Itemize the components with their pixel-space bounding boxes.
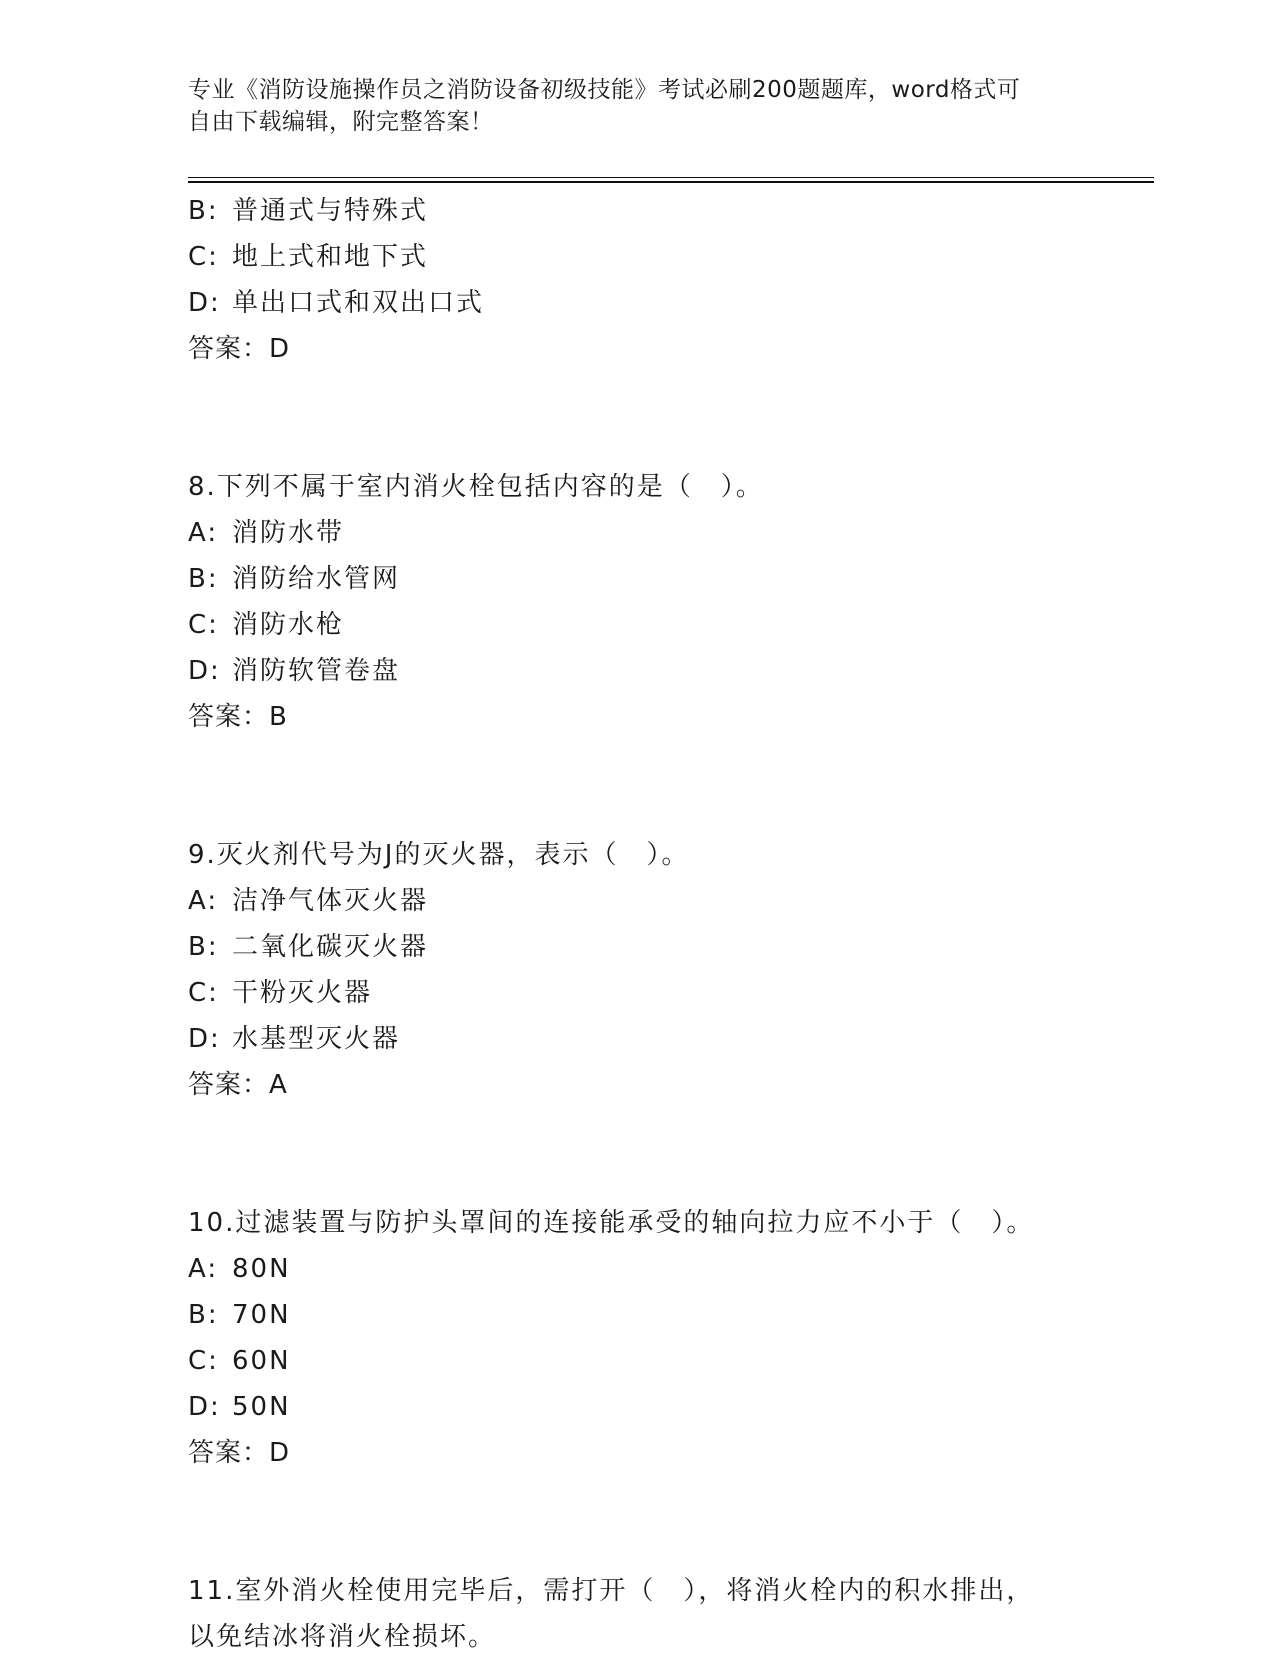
question-10	[188, 1200, 1148, 1476]
option-letter: D:	[188, 1392, 221, 1422]
question-stem: 9.灭火剂代号为J的灭火器，表示（ ）。	[188, 840, 690, 870]
option-a	[188, 878, 1148, 924]
question-8	[188, 464, 1148, 740]
option-text: 50N	[232, 1392, 291, 1422]
option-text: 60N	[232, 1346, 291, 1376]
option-d	[188, 648, 1148, 694]
option-b	[188, 188, 1148, 234]
answer: 答案：A	[188, 1070, 288, 1100]
option-letter: C:	[188, 978, 219, 1008]
option-text: 80N	[232, 1254, 291, 1284]
option-text: 消防软管卷盘	[232, 656, 401, 686]
option-d	[188, 1384, 1148, 1430]
option-letter: D:	[188, 1024, 221, 1054]
spacer	[188, 740, 1148, 832]
option-d	[188, 1016, 1148, 1062]
option-letter: D:	[188, 656, 221, 686]
header-divider-thick	[188, 181, 1154, 183]
option-letter: A:	[188, 1254, 219, 1284]
option-letter: C:	[188, 1346, 219, 1376]
option-d	[188, 280, 1148, 326]
header-line-2: 自由下载编辑，附完整答案！	[188, 109, 494, 135]
option-c	[188, 602, 1148, 648]
option-text: 干粉灭火器	[232, 978, 373, 1008]
question-stem: 10.过滤装置与防护头罩间的连接能承受的轴向拉力应不小于（ ）。	[188, 1208, 1035, 1238]
answer: 答案：B	[188, 702, 288, 732]
option-b	[188, 556, 1148, 602]
option-a	[188, 1246, 1148, 1292]
question-9	[188, 832, 1148, 1108]
option-text: 消防给水管网	[232, 564, 401, 594]
option-text: 70N	[232, 1300, 291, 1330]
option-text: 地上式和地下式	[232, 242, 429, 272]
question-stem-line-2: 以免结冰将消火栓损坏。	[188, 1622, 497, 1652]
document-header	[188, 74, 1068, 138]
option-text: 消防水带	[232, 518, 345, 548]
question-7-continued	[188, 188, 1148, 372]
option-c	[188, 970, 1148, 1016]
spacer	[188, 372, 1148, 464]
question-11	[188, 1568, 1148, 1660]
option-c	[188, 1338, 1148, 1384]
option-a	[188, 510, 1148, 556]
option-b	[188, 924, 1148, 970]
answer: 答案：D	[188, 1438, 291, 1468]
option-letter: A:	[188, 518, 219, 548]
option-text: 消防水枪	[232, 610, 345, 640]
question-stem-line-1: 11.室外消火栓使用完毕后，需打开（ ），将消火栓内的积水排出，	[188, 1576, 1035, 1606]
option-letter: C:	[188, 242, 219, 272]
option-c	[188, 234, 1148, 280]
option-letter: B:	[188, 1300, 219, 1330]
option-letter: C:	[188, 610, 219, 640]
option-letter: A:	[188, 886, 219, 916]
option-text: 二氧化碳灭火器	[232, 932, 429, 962]
option-letter: B:	[188, 564, 219, 594]
option-text: 单出口式和双出口式	[232, 288, 485, 318]
spacer	[188, 1476, 1148, 1568]
answer: 答案：D	[188, 334, 291, 364]
option-b	[188, 1292, 1148, 1338]
question-stem: 8.下列不属于室内消火栓包括内容的是（ ）。	[188, 472, 764, 502]
spacer	[188, 1108, 1148, 1200]
option-text: 洁净气体灭火器	[232, 886, 429, 916]
option-text: 水基型灭火器	[232, 1024, 401, 1054]
question-content	[188, 188, 1148, 1660]
option-text: 普通式与特殊式	[232, 196, 429, 226]
header-line-1: 专业《消防设施操作员之消防设备初级技能》考试必刷200题题库，word格式可	[188, 77, 1021, 103]
option-letter: B:	[188, 932, 219, 962]
option-letter: B:	[188, 196, 219, 226]
header-divider-thin	[188, 177, 1154, 178]
option-letter: D:	[188, 288, 221, 318]
